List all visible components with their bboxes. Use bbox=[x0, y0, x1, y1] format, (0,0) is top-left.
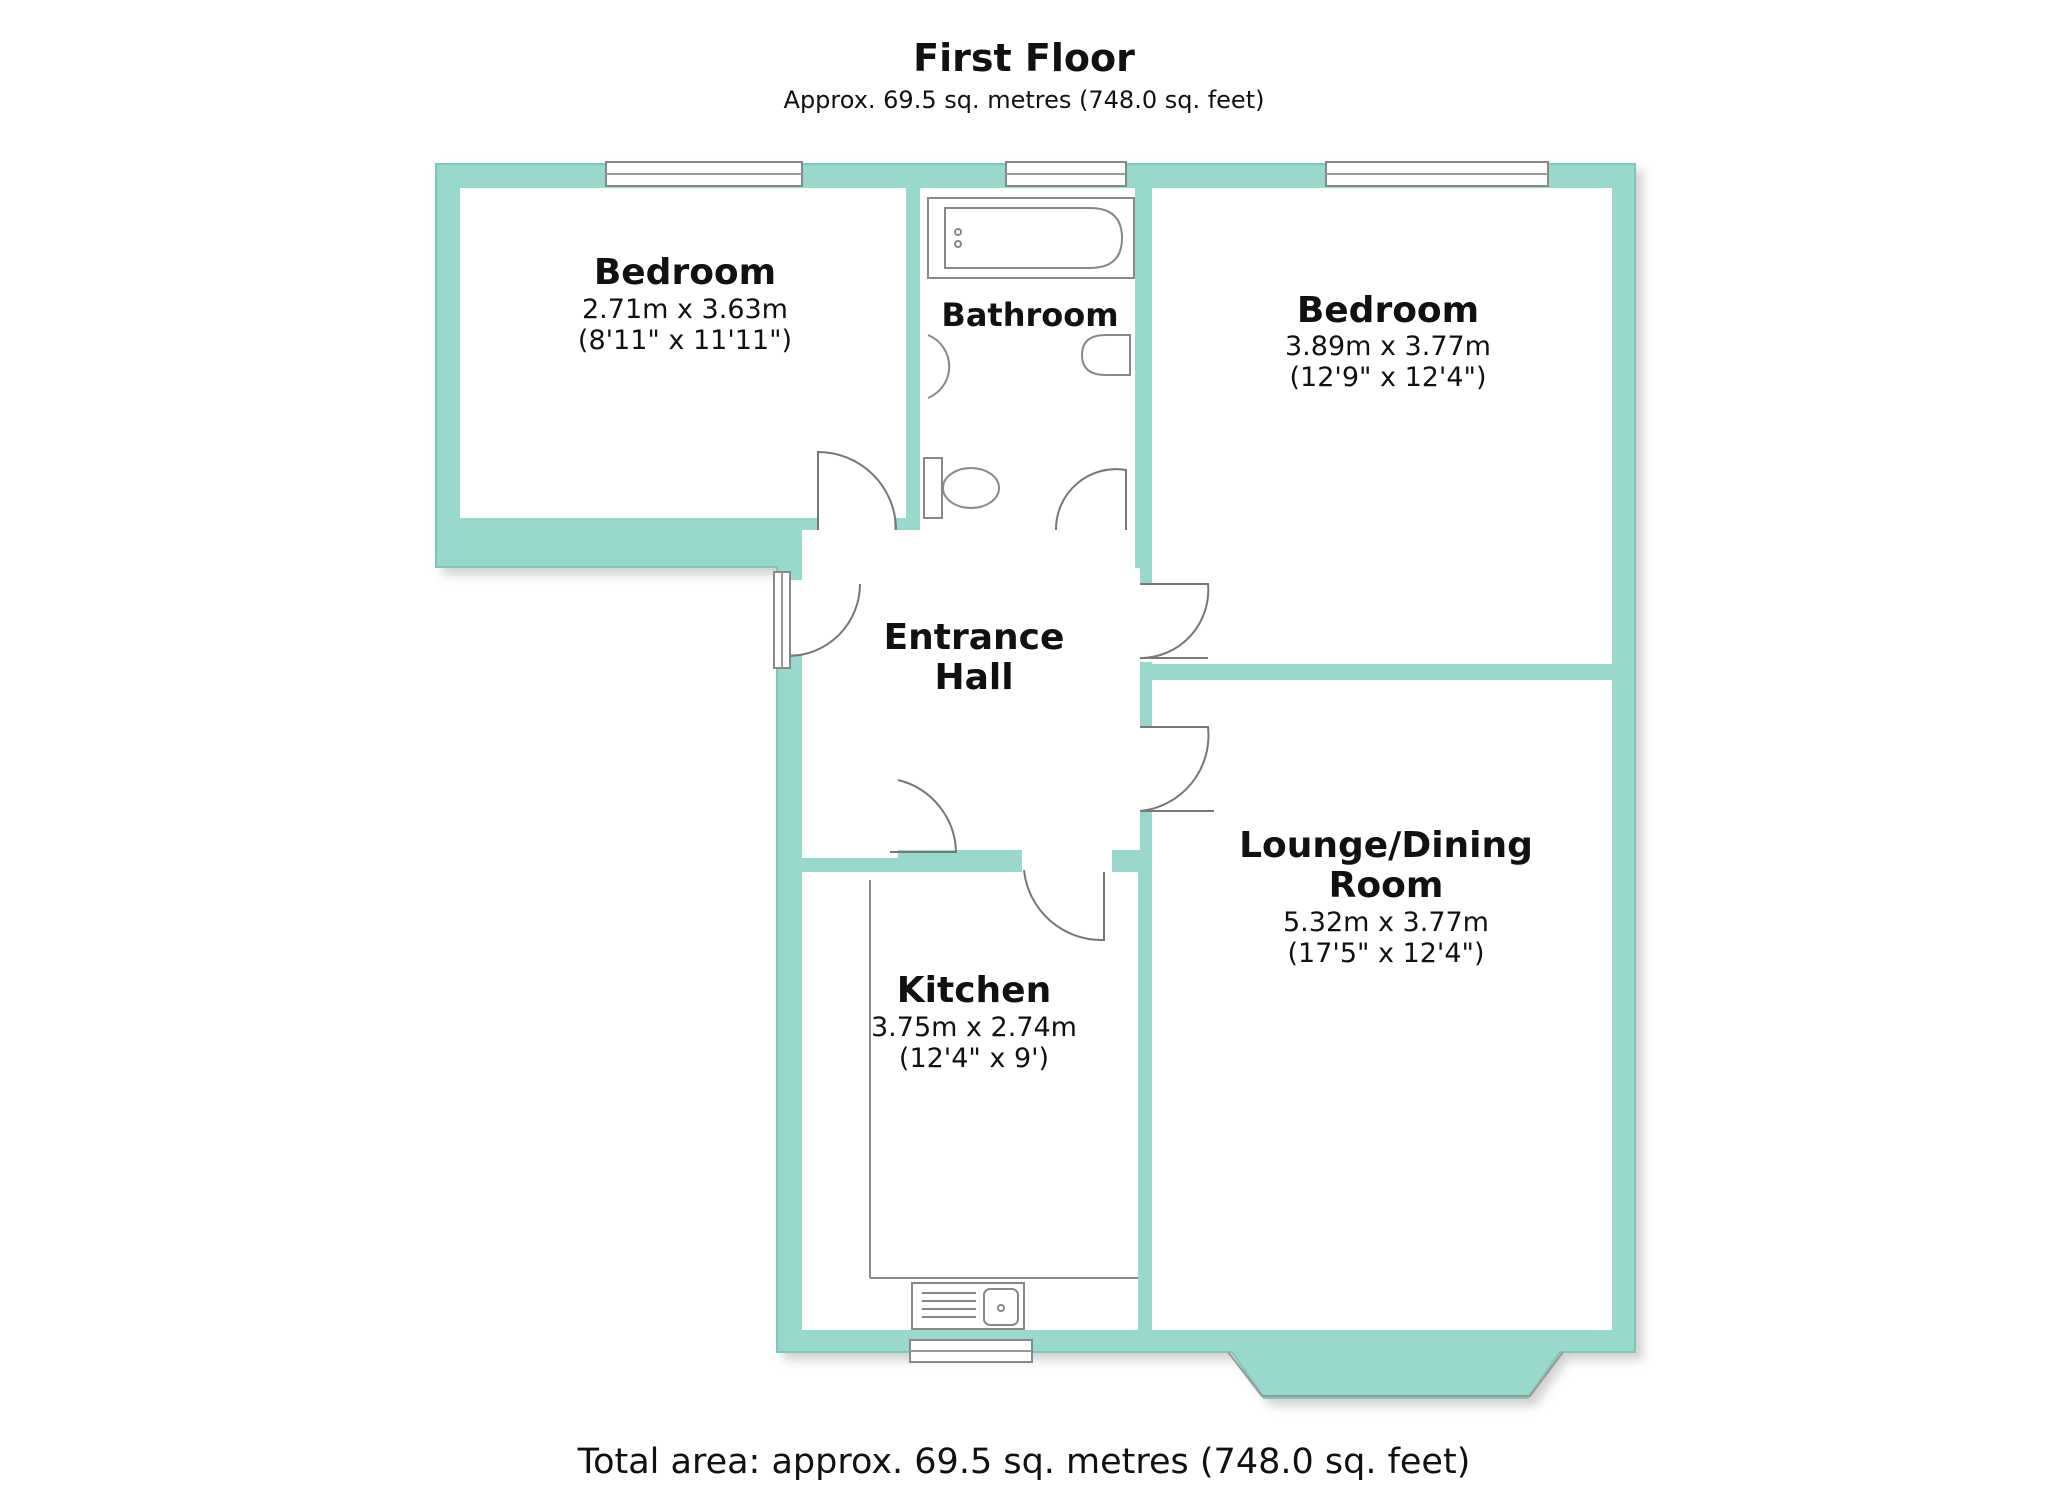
kitchen-name: Kitchen bbox=[896, 970, 1052, 1011]
lounge-area bbox=[1152, 680, 1612, 1330]
bedroom-left-imperial: (8'11" x 11'11") bbox=[577, 325, 793, 356]
bedroom-right-name: Bedroom bbox=[1296, 290, 1480, 331]
total-area: Total area: approx. 69.5 sq. metres (748.0 sq. feet) bbox=[577, 1442, 1471, 1482]
lounge-name-line1: Lounge/Dining bbox=[1239, 825, 1533, 866]
bedroom-left-name: Bedroom bbox=[593, 252, 777, 293]
bedroom-right-area bbox=[1152, 188, 1612, 664]
bathroom-area bbox=[920, 188, 1135, 543]
entrance-hall-name-line2: Hall bbox=[934, 657, 1014, 698]
kitchen-imperial: (12'4" x 9') bbox=[898, 1043, 1050, 1074]
lounge-imperial: (17'5" x 12'4") bbox=[1287, 938, 1485, 969]
bedroom-right-metric: 3.89m x 3.77m bbox=[1285, 331, 1491, 362]
lounge-name-line2: Room bbox=[1328, 865, 1444, 906]
bedroom-right-imperial: (12'9" x 12'4") bbox=[1289, 362, 1487, 393]
floor-area-subtitle: Approx. 69.5 sq. metres (748.0 sq. feet) bbox=[783, 86, 1265, 114]
kitchen-area bbox=[802, 872, 1138, 1330]
bathroom-name: Bathroom bbox=[941, 296, 1119, 334]
cupboard-area bbox=[802, 765, 898, 858]
bedroom-left-metric: 2.71m x 3.63m bbox=[582, 294, 788, 325]
kitchen-metric: 3.75m x 2.74m bbox=[871, 1012, 1077, 1043]
floor-title: First Floor bbox=[913, 36, 1135, 80]
entrance-hall-name-line1: Entrance bbox=[883, 617, 1065, 658]
lounge-metric: 5.32m x 3.77m bbox=[1283, 907, 1489, 938]
